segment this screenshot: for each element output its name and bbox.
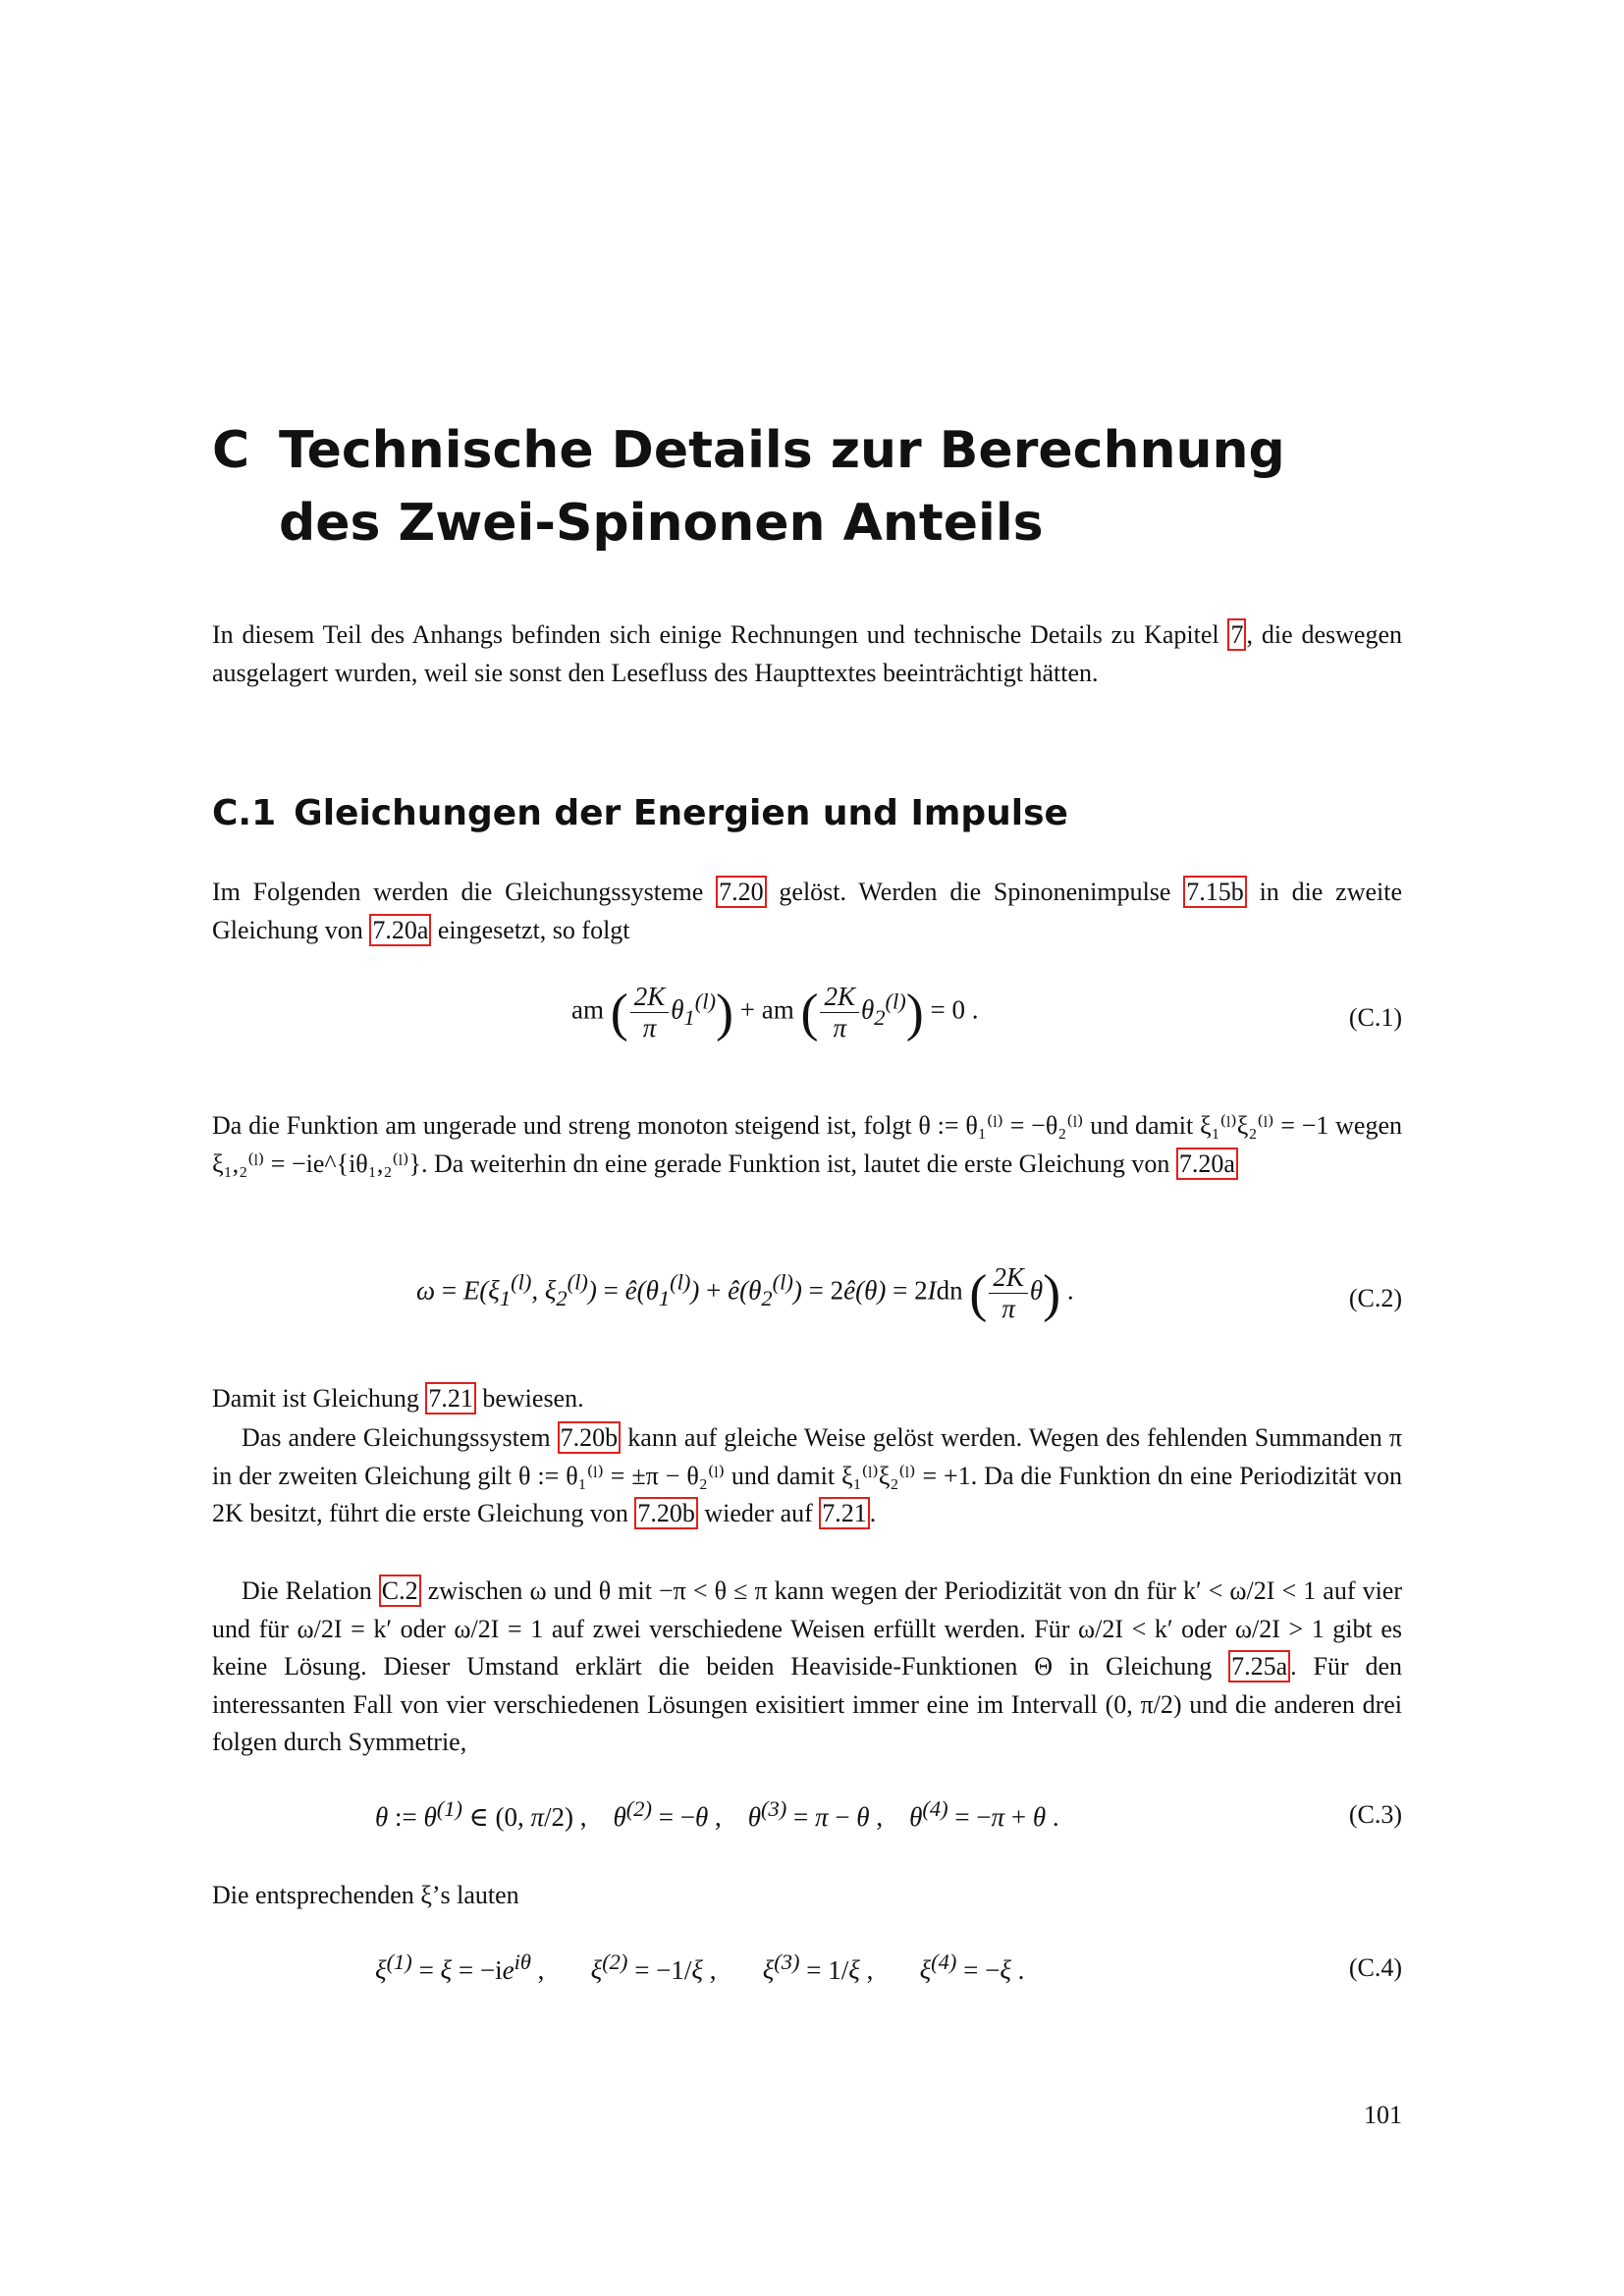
text: kann auf gleiche Weise gelöst werden. Wegen des fehlenden Summanden π in der zweiten Gleichung gilt θ := θ₁⁽ˡ⁾ = ±π − θ₂⁽ˡ⁾ und damit ξ₁⁽ˡ⁾ξ₂⁽ˡ⁾ = +1. Da die Funktion dn eine Periodizität von 2K besitzt, führt die erste Gleichung von	[212, 1423, 1402, 1527]
equation-body: $\omega = E(\xi_1^{(l)}$, $\xi_2^{(l)}$) = $ê(\theta_1^{(l)})$ + $ê(\theta_2^{(l)})$ = 2ê(θ) = 2Idn ( $\frac{2K}{\pi}$ θ) .	[416, 1262, 1074, 1323]
equation-c1	[212, 982, 1402, 1041]
paragraph-1	[212, 874, 1402, 949]
equation-label: (C.2)	[1348, 1284, 1402, 1312]
section-number: C.1	[212, 793, 277, 833]
page-number: 101	[1364, 2101, 1402, 2129]
text: . Für den interessanten Fall von vier verschiedenen Lösungen exisitiert immer eine im Intervall (0, π/2) und die anderen drei folgen durch Symmetrie,	[212, 1652, 1402, 1756]
ref-link[interactable]: 7	[1227, 618, 1246, 651]
text: Die Relation	[242, 1576, 379, 1605]
equation-body: $\xi^{(1)} = \xi = -ie^{i\theta}$ , $\xi^{(2)} = -1/\xi$ , $\xi^{(3)} = 1/\xi$ , $\xi^{(4)} = -\xi$ .	[375, 1949, 1025, 1985]
ref-link[interactable]: C.2	[379, 1575, 421, 1607]
chapter-title: Technische Details zur Berechnung des Zwei-Spinonen Anteils	[279, 421, 1285, 553]
text: gelöst. Werden die Spinonenimpulse	[766, 878, 1184, 906]
ref-link[interactable]: 7.15b	[1183, 876, 1247, 908]
equation-c4	[212, 1949, 1402, 2008]
ref-link[interactable]: 7.20b	[558, 1421, 622, 1454]
text: Das andere Gleichungssystem	[242, 1423, 558, 1452]
equation-c2	[212, 1262, 1402, 1321]
text: in die zweite Gleichung von	[212, 878, 1402, 944]
ref-link[interactable]: 7.20b	[634, 1497, 698, 1529]
paragraph-5	[212, 1573, 1402, 1762]
intro-text-1: In diesem Teil des Anhangs befinden sich einige Rechnungen und technische Details zu Kapitel	[212, 620, 1228, 649]
paragraph-3	[212, 1380, 1402, 1418]
ref-link[interactable]: 7.20	[716, 876, 767, 908]
ref-link[interactable]: 7.20a	[1176, 1148, 1238, 1180]
text: wieder auf	[697, 1499, 820, 1527]
intro-text-2: , die deswegen ausgelagert wurden, weil sie sonst den Lesefluss des Haupttextes beeinträchtigt hätten.	[212, 620, 1402, 687]
text: zwischen ω und θ mit −π < θ ≤ π kann wegen der Periodizität von dn für k′ < ω/2I < 1 auf vier und für ω/2I = k′ oder ω/2I = 1 auf zwei verschiedene Weisen erfüllt werden. Für ω/2I < k′ oder ω/2I > 1 gibt es keine Lösung. Dieser Umstand erklärt die beiden Heaviside-Funktionen Θ in Gleichung	[212, 1576, 1402, 1681]
paragraph-4	[212, 1419, 1402, 1533]
equation-label: (C.1)	[1348, 1003, 1402, 1032]
text: Da die Funktion am ungerade und streng monoton steigend ist, folgt θ := θ₁⁽ˡ⁾ = −θ₂⁽ˡ⁾ und damit ξ₁⁽ˡ⁾ξ₂⁽ˡ⁾ = −1 wegen ξ₁,₂⁽ˡ⁾ = −ie^{iθ₁,₂⁽ˡ⁾}. Da weiterhin dn eine gerade Funktion ist, lautet die erste Gleichung von	[212, 1111, 1402, 1178]
text: Im Folgenden werden die Gleichungssysteme	[212, 878, 717, 906]
text: .	[869, 1499, 877, 1527]
ref-link[interactable]: 7.25a	[1228, 1650, 1290, 1682]
equation-body: am ( $\frac{2K}{\pi}$ $\theta_1^{(l)}$) + am ( $\frac{2K}{\pi}$ $\theta_2^{(l)}) = 0$ .	[571, 982, 979, 1042]
text: bewiesen.	[475, 1384, 584, 1413]
paragraph-6: Die entsprechenden ξ’s lauten	[212, 1881, 519, 1909]
equation-body: θ := $\theta^{(1)}$ ∈ (0, π/2) , $\theta^{(2)} = -\theta$ , $\theta^{(3)} = \pi - \theta$ , $\theta^{(4)} = -\pi + \theta$ .	[375, 1796, 1059, 1832]
text: eingesetzt, so folgt	[431, 915, 630, 944]
section-title: Gleichungen der Energien und Impulse	[294, 793, 1068, 833]
ref-link[interactable]: 7.20a	[369, 914, 431, 946]
intro-paragraph	[212, 616, 1402, 692]
text: Damit ist Gleichung	[212, 1384, 426, 1413]
section-heading	[212, 793, 1068, 833]
ref-link[interactable]: 7.21	[425, 1382, 476, 1415]
ref-link[interactable]: 7.21	[819, 1497, 870, 1529]
equation-c3	[212, 1796, 1402, 1855]
equation-label: (C.4)	[1348, 1953, 1402, 1982]
chapter-number: C	[212, 421, 250, 480]
equation-label: (C.3)	[1348, 1800, 1402, 1829]
paragraph-2	[212, 1107, 1402, 1183]
